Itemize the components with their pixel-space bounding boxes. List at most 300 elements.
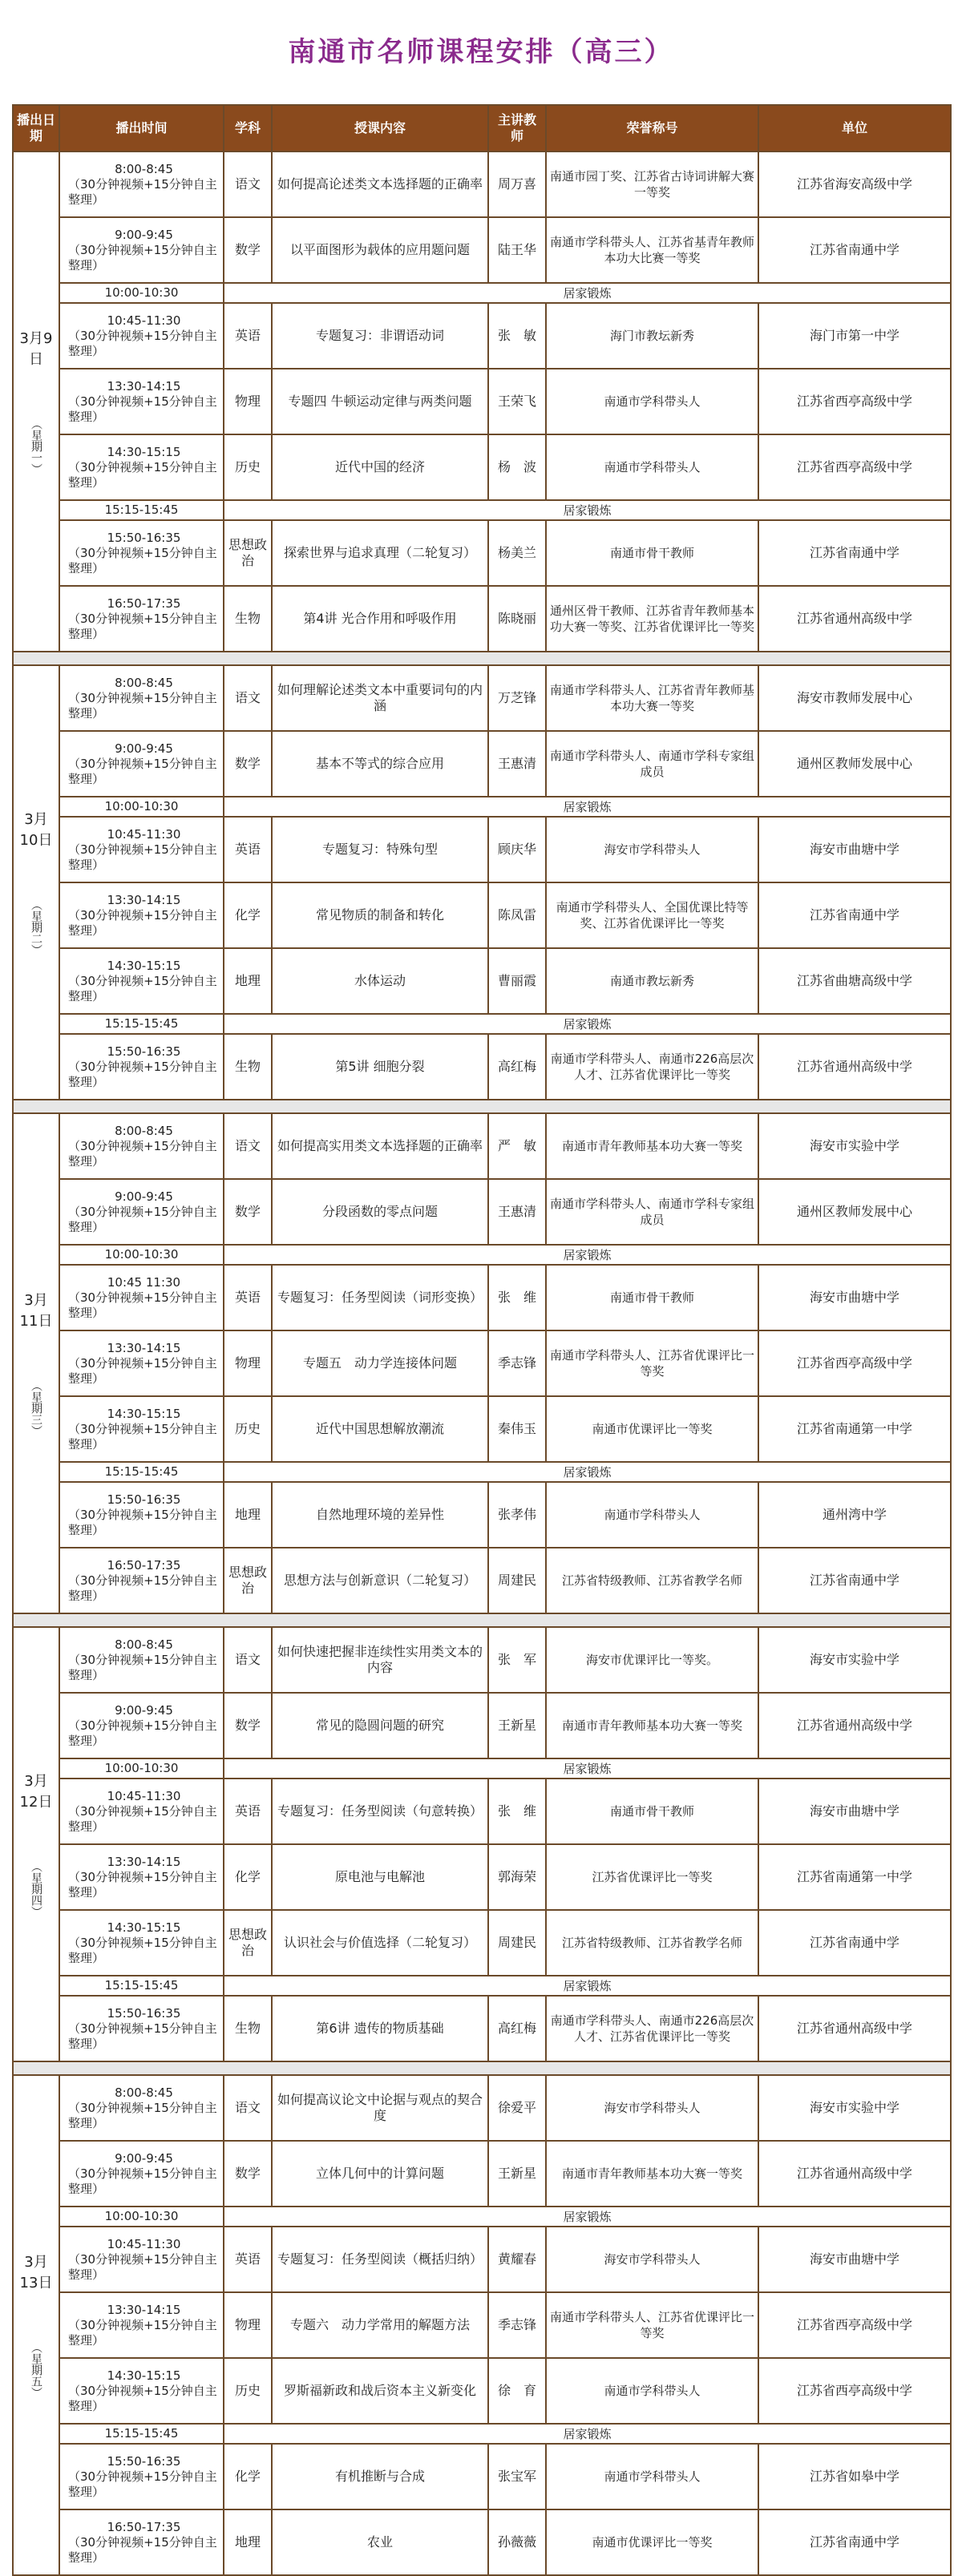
session-row <box>13 731 951 797</box>
time-range: 15:50-16:35 <box>107 1492 181 1507</box>
honor-cell: 南通市骨干教师 <box>546 1779 758 1844</box>
time-cell <box>59 2509 224 2575</box>
time-range: 13:30-14:15 <box>107 1340 181 1355</box>
separator-cell <box>13 1100 951 1113</box>
unit-cell: 江苏省南通中学 <box>758 882 951 948</box>
teacher-cell: 张 敏 <box>488 303 546 369</box>
time-cell: 10:00-10:30 <box>59 1758 224 1779</box>
session-row <box>13 434 951 500</box>
honor-cell: 海安市学科带头人 <box>546 2227 758 2292</box>
rest-cell: 居家锻炼 <box>224 797 951 817</box>
unit-cell: 江苏省西亭高级中学 <box>758 1330 951 1396</box>
time-note: （30分钟视频+15分钟自主整理） <box>68 1573 217 1603</box>
subject-cell: 语文 <box>224 1627 272 1693</box>
topic-cell: 如何提高议论文中论据与观点的契合度 <box>272 2075 488 2141</box>
rest-row <box>13 1976 951 1996</box>
unit-cell: 江苏省海安高级中学 <box>758 151 951 217</box>
session-row <box>13 1627 951 1693</box>
unit-cell: 江苏省西亭高级中学 <box>758 369 951 434</box>
teacher-cell: 张宝军 <box>488 2444 546 2509</box>
time-cell <box>59 1844 224 1910</box>
session-row <box>13 2141 951 2207</box>
unit-cell: 江苏省南通中学 <box>758 217 951 283</box>
topic-cell: 近代中国的经济 <box>272 434 488 500</box>
time-note: （30分钟视频+15分钟自主整理） <box>68 907 217 938</box>
topic-cell: 专题复习：任务型阅读（句意转换） <box>272 1779 488 1844</box>
subject-cell: 英语 <box>224 303 272 369</box>
session-row <box>13 2444 951 2509</box>
time-range: 9:00-9:45 <box>115 741 173 756</box>
time-range: 8:00-8:45 <box>115 2085 173 2100</box>
teacher-cell: 张 维 <box>488 1779 546 1844</box>
rest-row <box>13 1758 951 1779</box>
unit-cell: 江苏省曲塘高级中学 <box>758 948 951 1014</box>
teacher-cell: 季志锋 <box>488 2292 546 2358</box>
time-note: （30分钟视频+15分钟自主整理） <box>68 328 217 358</box>
unit-cell: 海安市实验中学 <box>758 1113 951 1179</box>
subject-cell: 语文 <box>224 1113 272 1179</box>
unit-cell: 江苏省南通中学 <box>758 1910 951 1976</box>
weekday-label: （星期五） <box>30 2342 42 2398</box>
date-label: 3月10日 <box>19 811 53 849</box>
date-cell <box>13 665 59 1100</box>
time-note: （30分钟视频+15分钟自主整理） <box>68 690 217 721</box>
teacher-cell: 高红梅 <box>488 1034 546 1100</box>
teacher-cell: 严 敏 <box>488 1113 546 1179</box>
weekday-label: （星期二） <box>30 899 42 955</box>
time-note: （30分钟视频+15分钟自主整理） <box>68 611 217 641</box>
honor-cell: 南通市学科带头人、江苏省基青年教师本功大比赛一等奖 <box>546 217 758 283</box>
time-range: 13:30-14:15 <box>107 2302 181 2317</box>
separator-cell <box>13 2061 951 2075</box>
teacher-cell: 高红梅 <box>488 1996 546 2061</box>
rest-row <box>13 2424 951 2444</box>
session-row <box>13 1034 951 1100</box>
schedule-body <box>13 151 951 2575</box>
teacher-cell: 陆王华 <box>488 217 546 283</box>
subject-cell: 语文 <box>224 151 272 217</box>
teacher-cell: 万芝锋 <box>488 665 546 731</box>
rest-cell: 居家锻炼 <box>224 1462 951 1482</box>
day-separator <box>13 1100 951 1113</box>
time-note: （30分钟视频+15分钟自主整理） <box>68 1421 217 1452</box>
time-range: 10:45-11:30 <box>107 2236 181 2251</box>
header-topic: 授课内容 <box>272 105 488 151</box>
time-cell <box>59 2141 224 2207</box>
topic-cell: 罗斯福新政和战后资本主义新变化 <box>272 2358 488 2424</box>
unit-cell: 江苏省南通中学 <box>758 520 951 586</box>
time-range: 14:30-15:15 <box>107 958 181 973</box>
subject-cell: 英语 <box>224 1779 272 1844</box>
time-cell <box>59 151 224 217</box>
weekday-label: （星期三） <box>30 1380 42 1436</box>
time-note: （30分钟视频+15分钟自主整理） <box>68 2021 217 2051</box>
unit-cell: 通州区教师发展中心 <box>758 731 951 797</box>
topic-cell: 农业 <box>272 2509 488 2575</box>
honor-cell: 南通市青年教师基本功大赛一等奖 <box>546 1113 758 1179</box>
session-row <box>13 1844 951 1910</box>
unit-cell: 海安市曲塘中学 <box>758 1265 951 1330</box>
session-row <box>13 1548 951 1613</box>
subject-cell: 化学 <box>224 1844 272 1910</box>
honor-cell: 南通市学科带头人、江苏省青年教师基本功大赛一等奖 <box>546 665 758 731</box>
subject-cell: 数学 <box>224 731 272 797</box>
time-note: （30分钟视频+15分钟自主整理） <box>68 1652 217 1682</box>
subject-cell: 英语 <box>224 2227 272 2292</box>
subject-cell: 数学 <box>224 217 272 283</box>
unit-cell: 江苏省西亭高级中学 <box>758 2358 951 2424</box>
time-note: （30分钟视频+15分钟自主整理） <box>68 1869 217 1900</box>
topic-cell: 自然地理环境的差异性 <box>272 1482 488 1548</box>
time-note: （30分钟视频+15分钟自主整理） <box>68 1290 217 1320</box>
teacher-cell: 黄耀春 <box>488 2227 546 2292</box>
teacher-cell: 孙薇薇 <box>488 2509 546 2575</box>
topic-cell: 水体运动 <box>272 948 488 1014</box>
unit-cell: 江苏省通州高级中学 <box>758 1693 951 1758</box>
topic-cell: 第4讲 光合作用和呼吸作用 <box>272 586 488 652</box>
teacher-cell: 陈凤雷 <box>488 882 546 948</box>
teacher-cell: 季志锋 <box>488 1330 546 1396</box>
date-label: 3月12日 <box>19 1773 53 1811</box>
topic-cell: 原电池与电解池 <box>272 1844 488 1910</box>
session-row <box>13 1330 951 1396</box>
topic-cell: 探索世界与追求真理（二轮复习） <box>272 520 488 586</box>
day-separator <box>13 1613 951 1627</box>
time-note: （30分钟视频+15分钟自主整理） <box>68 2100 217 2130</box>
rest-cell: 居家锻炼 <box>224 2207 951 2227</box>
subject-cell: 英语 <box>224 817 272 882</box>
subject-cell: 思想政治 <box>224 1548 272 1613</box>
honor-cell: 南通市学科带头人、南通市226高层次人才、江苏省优课评比一等奖 <box>546 1996 758 2061</box>
session-row <box>13 217 951 283</box>
day-separator <box>13 652 951 665</box>
session-row <box>13 2075 951 2141</box>
header-subject: 学科 <box>224 105 272 151</box>
time-cell <box>59 434 224 500</box>
session-row <box>13 2358 951 2424</box>
teacher-cell: 陈晓丽 <box>488 586 546 652</box>
teacher-cell: 秦伟玉 <box>488 1396 546 1462</box>
subject-cell: 地理 <box>224 2509 272 2575</box>
unit-cell: 海安市曲塘中学 <box>758 817 951 882</box>
time-range: 9:00-9:45 <box>115 1189 173 1204</box>
topic-cell: 近代中国思想解放潮流 <box>272 1396 488 1462</box>
time-cell <box>59 1179 224 1245</box>
rest-row <box>13 1245 951 1265</box>
subject-cell: 英语 <box>224 1265 272 1330</box>
topic-cell: 分段函数的零点问题 <box>272 1179 488 1245</box>
time-cell: 10:00-10:30 <box>59 2207 224 2227</box>
session-row <box>13 1396 951 1462</box>
time-range: 8:00-8:45 <box>115 161 173 176</box>
rest-row <box>13 2207 951 2227</box>
topic-cell: 以平面图形为载体的应用题问题 <box>272 217 488 283</box>
time-range: 15:50-16:35 <box>107 530 181 545</box>
teacher-cell: 周万喜 <box>488 151 546 217</box>
time-cell <box>59 948 224 1014</box>
separator-cell <box>13 1613 951 1627</box>
honor-cell: 南通市学科带头人 <box>546 434 758 500</box>
time-cell <box>59 303 224 369</box>
time-cell <box>59 1996 224 2061</box>
time-range: 8:00-8:45 <box>115 1123 173 1138</box>
unit-cell: 江苏省通州高级中学 <box>758 586 951 652</box>
honor-cell: 南通市优课评比一等奖 <box>546 2509 758 2575</box>
time-range: 9:00-9:45 <box>115 2150 173 2166</box>
rest-cell: 居家锻炼 <box>224 1245 951 1265</box>
teacher-cell: 顾庆华 <box>488 817 546 882</box>
session-row <box>13 1910 951 1976</box>
time-note: （30分钟视频+15分钟自主整理） <box>68 973 217 1003</box>
session-row <box>13 369 951 434</box>
topic-cell: 立体几何中的计算问题 <box>272 2141 488 2207</box>
time-note: （30分钟视频+15分钟自主整理） <box>68 2383 217 2413</box>
honor-cell: 海安市学科带头人 <box>546 817 758 882</box>
unit-cell: 江苏省西亭高级中学 <box>758 434 951 500</box>
time-cell <box>59 817 224 882</box>
schedule-header <box>13 105 951 151</box>
unit-cell: 海安市实验中学 <box>758 2075 951 2141</box>
time-note: （30分钟视频+15分钟自主整理） <box>68 756 217 786</box>
topic-cell: 如何快速把握非连续性实用类文本的内容 <box>272 1627 488 1693</box>
honor-cell: 南通市骨干教师 <box>546 520 758 586</box>
topic-cell: 如何提高实用类文本选择题的正确率 <box>272 1113 488 1179</box>
unit-cell: 江苏省南通第一中学 <box>758 1844 951 1910</box>
subject-cell: 语文 <box>224 2075 272 2141</box>
honor-cell: 海安市优课评比一等奖。 <box>546 1627 758 1693</box>
session-row <box>13 665 951 731</box>
time-cell <box>59 1330 224 1396</box>
session-row <box>13 303 951 369</box>
time-range: 14:30-15:15 <box>107 2368 181 2383</box>
session-row <box>13 1113 951 1179</box>
honor-cell: 南通市学科带头人 <box>546 2444 758 2509</box>
teacher-cell: 王新星 <box>488 1693 546 1758</box>
teacher-cell: 王惠清 <box>488 731 546 797</box>
honor-cell: 南通市学科带头人、南通市学科专家组成员 <box>546 731 758 797</box>
honor-cell: 南通市优课评比一等奖 <box>546 1396 758 1462</box>
topic-cell: 有机推断与合成 <box>272 2444 488 2509</box>
time-note: （30分钟视频+15分钟自主整理） <box>68 242 217 273</box>
session-row <box>13 520 951 586</box>
subject-cell: 物理 <box>224 1330 272 1396</box>
time-note: （30分钟视频+15分钟自主整理） <box>68 2469 217 2499</box>
date-label: 3月11日 <box>19 1292 53 1330</box>
topic-cell: 第6讲 遗传的物质基础 <box>272 1996 488 2061</box>
time-note: （30分钟视频+15分钟自主整理） <box>68 394 217 424</box>
time-range: 10:45-11:30 <box>107 826 181 842</box>
time-cell: 10:00-10:30 <box>59 1245 224 1265</box>
teacher-cell: 曹丽霞 <box>488 948 546 1014</box>
teacher-cell: 周建民 <box>488 1910 546 1976</box>
teacher-cell: 王荣飞 <box>488 369 546 434</box>
time-note: （30分钟视频+15分钟自主整理） <box>68 1059 217 1089</box>
subject-cell: 地理 <box>224 948 272 1014</box>
unit-cell: 江苏省通州高级中学 <box>758 2141 951 2207</box>
time-note: （30分钟视频+15分钟自主整理） <box>68 459 217 490</box>
subject-cell: 数学 <box>224 1179 272 1245</box>
teacher-cell: 王惠清 <box>488 1179 546 1245</box>
topic-cell: 专题四 牛顿运动定律与两类问题 <box>272 369 488 434</box>
session-row <box>13 1996 951 2061</box>
schedule-table <box>12 104 952 2576</box>
session-row <box>13 1482 951 1548</box>
subject-cell: 思想政治 <box>224 520 272 586</box>
honor-cell: 南通市学科带头人 <box>546 2358 758 2424</box>
honor-cell: 南通市青年教师基本功大赛一等奖 <box>546 2141 758 2207</box>
time-range: 16:50-17:35 <box>107 596 181 611</box>
weekday-label: （星期四） <box>30 1861 42 1917</box>
topic-cell: 常见物质的制备和转化 <box>272 882 488 948</box>
honor-cell: 海门市教坛新秀 <box>546 303 758 369</box>
header-teacher: 主讲教师 <box>488 105 546 151</box>
time-cell: 15:15-15:45 <box>59 2424 224 2444</box>
day-separator <box>13 2061 951 2075</box>
date-cell <box>13 1113 59 1613</box>
time-note: （30分钟视频+15分钟自主整理） <box>68 842 217 872</box>
topic-cell: 专题六 动力学常用的解题方法 <box>272 2292 488 2358</box>
session-row <box>13 1693 951 1758</box>
honor-cell: 南通市园丁奖、江苏省古诗词讲解大赛一等奖 <box>546 151 758 217</box>
time-cell <box>59 1548 224 1613</box>
session-row <box>13 817 951 882</box>
topic-cell: 专题复习：特殊句型 <box>272 817 488 882</box>
rest-cell: 居家锻炼 <box>224 500 951 520</box>
session-row <box>13 1779 951 1844</box>
session-row <box>13 1179 951 1245</box>
rest-row <box>13 283 951 303</box>
honor-cell: 江苏省优课评比一等奖 <box>546 1844 758 1910</box>
teacher-cell: 杨 波 <box>488 434 546 500</box>
time-cell <box>59 1396 224 1462</box>
time-range: 13:30-14:15 <box>107 892 181 907</box>
topic-cell: 基本不等式的综合应用 <box>272 731 488 797</box>
separator-cell <box>13 652 951 665</box>
session-row <box>13 2509 951 2575</box>
time-cell <box>59 2292 224 2358</box>
time-cell: 15:15-15:45 <box>59 1014 224 1034</box>
rest-cell: 居家锻炼 <box>224 1014 951 1034</box>
time-range: 9:00-9:45 <box>115 227 173 242</box>
time-range: 13:30-14:15 <box>107 378 181 394</box>
time-range: 8:00-8:45 <box>115 1637 173 1652</box>
session-row <box>13 882 951 948</box>
time-cell: 15:15-15:45 <box>59 500 224 520</box>
time-cell: 15:15-15:45 <box>59 1462 224 1482</box>
time-note: （30分钟视频+15分钟自主整理） <box>68 176 217 207</box>
time-cell: 10:00-10:30 <box>59 283 224 303</box>
rest-cell: 居家锻炼 <box>224 283 951 303</box>
honor-cell: 南通市学科带头人、江苏省优课评比一等奖 <box>546 1330 758 1396</box>
rest-row <box>13 1014 951 1034</box>
subject-cell: 化学 <box>224 882 272 948</box>
session-row <box>13 2292 951 2358</box>
session-row <box>13 948 951 1014</box>
subject-cell: 化学 <box>224 2444 272 2509</box>
honor-cell: 南通市学科带头人、南通市226高层次人才、江苏省优课评比一等奖 <box>546 1034 758 1100</box>
time-note: （30分钟视频+15分钟自主整理） <box>68 2251 217 2282</box>
topic-cell: 如何提高论述类文本选择题的正确率 <box>272 151 488 217</box>
topic-cell: 如何理解论述类文本中重要词句的内涵 <box>272 665 488 731</box>
honor-cell: 南通市教坛新秀 <box>546 948 758 1014</box>
time-note: （30分钟视频+15分钟自主整理） <box>68 1355 217 1386</box>
honor-cell: 南通市学科带头人、江苏省优课评比一等奖 <box>546 2292 758 2358</box>
unit-cell: 江苏省南通中学 <box>758 2509 951 2575</box>
topic-cell: 第5讲 细胞分裂 <box>272 1034 488 1100</box>
time-cell <box>59 665 224 731</box>
teacher-cell: 徐爱平 <box>488 2075 546 2141</box>
time-range: 10:45 11:30 <box>107 1274 181 1290</box>
rest-cell: 居家锻炼 <box>224 1758 951 1779</box>
weekday-label: （星期一） <box>30 418 42 474</box>
teacher-cell: 张 维 <box>488 1265 546 1330</box>
date-label: 3月13日 <box>19 2254 53 2291</box>
time-range: 9:00-9:45 <box>115 1702 173 1718</box>
topic-cell: 专题复习：任务型阅读（词形变换） <box>272 1265 488 1330</box>
time-range: 10:45-11:30 <box>107 313 181 328</box>
time-range: 14:30-15:15 <box>107 1406 181 1421</box>
unit-cell: 江苏省南通中学 <box>758 1548 951 1613</box>
rest-row <box>13 500 951 520</box>
header-time: 播出时间 <box>59 105 224 151</box>
unit-cell: 江苏省如皋中学 <box>758 2444 951 2509</box>
subject-cell: 生物 <box>224 1996 272 2061</box>
rest-row <box>13 797 951 817</box>
honor-cell: 海安市学科带头人 <box>546 2075 758 2141</box>
topic-cell: 专题五 动力学连接体问题 <box>272 1330 488 1396</box>
time-cell <box>59 1034 224 1100</box>
honor-cell: 江苏省特级教师、江苏省教学名师 <box>546 1548 758 1613</box>
time-cell <box>59 882 224 948</box>
header-unit: 单位 <box>758 105 951 151</box>
time-cell <box>59 520 224 586</box>
topic-cell: 专题复习：非谓语动词 <box>272 303 488 369</box>
time-cell <box>59 731 224 797</box>
honor-cell: 南通市学科带头人 <box>546 1482 758 1548</box>
rest-cell: 居家锻炼 <box>224 2424 951 2444</box>
date-cell <box>13 2075 59 2575</box>
time-note: （30分钟视频+15分钟自主整理） <box>68 2534 217 2565</box>
unit-cell: 海安市实验中学 <box>758 1627 951 1693</box>
time-note: （30分钟视频+15分钟自主整理） <box>68 1803 217 1834</box>
teacher-cell: 郭海荣 <box>488 1844 546 1910</box>
subject-cell: 地理 <box>224 1482 272 1548</box>
time-cell <box>59 2227 224 2292</box>
session-row <box>13 2227 951 2292</box>
time-cell <box>59 1693 224 1758</box>
subject-cell: 物理 <box>224 2292 272 2358</box>
subject-cell: 数学 <box>224 1693 272 1758</box>
page-title: 南通市名师课程安排（高三） <box>288 36 674 68</box>
time-cell <box>59 369 224 434</box>
time-cell <box>59 217 224 283</box>
subject-cell: 思想政治 <box>224 1910 272 1976</box>
unit-cell: 通州湾中学 <box>758 1482 951 1548</box>
honor-cell: 江苏省特级教师、江苏省教学名师 <box>546 1910 758 1976</box>
time-note: （30分钟视频+15分钟自主整理） <box>68 1204 217 1234</box>
unit-cell: 海门市第一中学 <box>758 303 951 369</box>
time-note: （30分钟视频+15分钟自主整理） <box>68 545 217 575</box>
teacher-cell: 周建民 <box>488 1548 546 1613</box>
time-range: 10:45-11:30 <box>107 1788 181 1803</box>
subject-cell: 物理 <box>224 369 272 434</box>
honor-cell: 南通市学科带头人、全国优课比特等奖、江苏省优课评比一等奖 <box>546 882 758 948</box>
header-date: 播出日期 <box>13 105 59 151</box>
unit-cell: 江苏省通州高级中学 <box>758 1996 951 2061</box>
subject-cell: 数学 <box>224 2141 272 2207</box>
header-row <box>13 105 951 151</box>
time-note: （30分钟视频+15分钟自主整理） <box>68 1138 217 1169</box>
